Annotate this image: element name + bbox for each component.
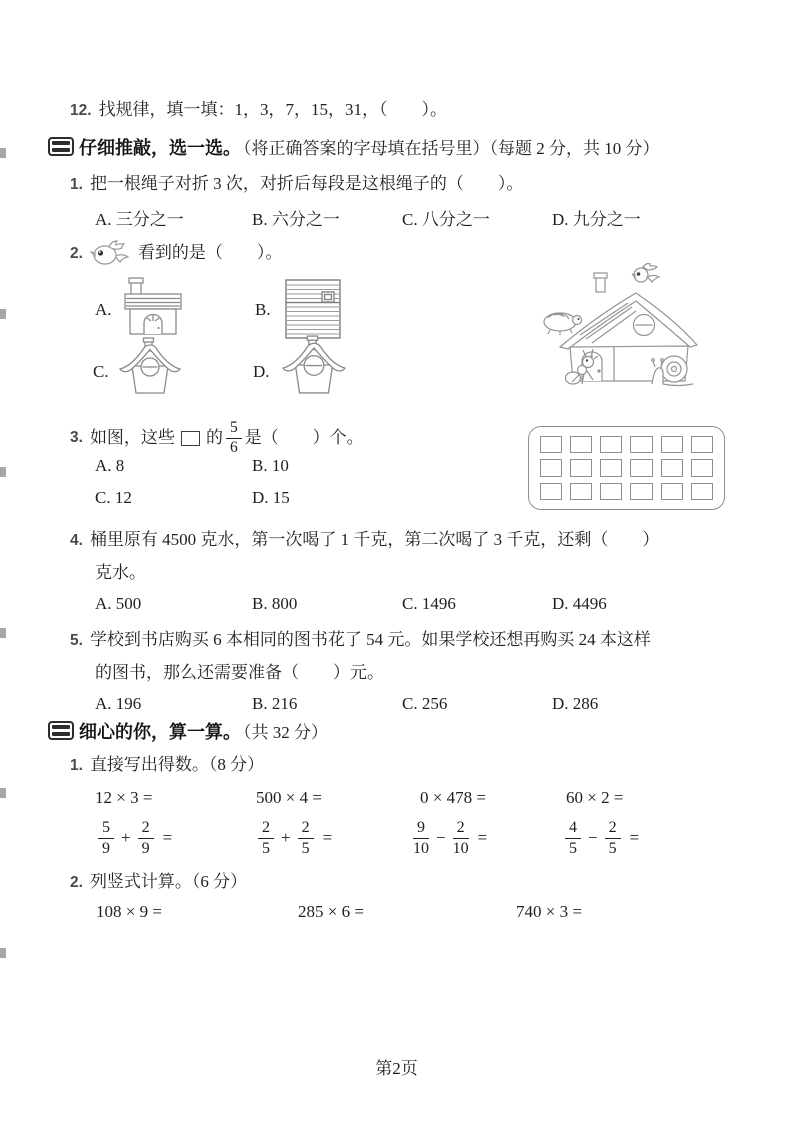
calc-item: 0 × 478 =	[420, 788, 486, 807]
calc-item: 60 × 2 =	[566, 788, 624, 807]
question-number: 12.	[70, 102, 92, 119]
scan-edge-mark	[0, 467, 6, 477]
fraction-five-sixths: $\frac{5}{6}$	[226, 420, 242, 456]
grid-cell	[570, 459, 592, 476]
question-12	[70, 99, 447, 120]
calc-question-2	[70, 871, 247, 892]
question-text: 如图，这些	[89, 428, 175, 448]
calc-item: 285 × 6 =	[298, 902, 364, 921]
q1-option-b: B. 六分之一	[252, 210, 340, 229]
q3-option-d: D. 15	[252, 488, 290, 507]
grid-cell	[600, 459, 622, 476]
q1-option-d: D. 九分之一	[552, 210, 641, 229]
q2-option-b-label: B.	[255, 300, 271, 319]
q4-option-c: C. 1496	[402, 594, 456, 613]
notebook-icon	[48, 721, 74, 740]
question-text: 找规律，填一填：1，3，7，15，31，（ ）。	[98, 100, 448, 119]
scan-edge-mark	[0, 309, 6, 319]
fraction-problem: $\frac{2}{5}$ + $\frac{2}{5}$ =	[255, 816, 332, 860]
q2-option-a-label: A.	[95, 300, 112, 319]
grid-cell	[540, 436, 562, 453]
grid-cell	[691, 459, 713, 476]
grid-cell	[691, 483, 713, 500]
q3-option-b: B. 10	[252, 456, 289, 475]
q5-option-c: C. 256	[402, 694, 448, 713]
grid-cell	[540, 459, 562, 476]
q4-option-b: B. 800	[252, 594, 298, 613]
q1-option-a: A. 三分之一	[95, 210, 184, 229]
house-top-b-image	[284, 278, 342, 340]
question-1	[70, 173, 523, 194]
question-2	[70, 240, 282, 268]
grid-cell	[630, 436, 652, 453]
grid-cell	[661, 459, 683, 476]
question-text: 的	[205, 428, 223, 448]
grid-cell	[661, 483, 683, 500]
scan-edge-mark	[0, 788, 6, 798]
question-number: 1.	[70, 757, 83, 774]
question-5-line2: 的图书，那么还需要准备（ ）元。	[95, 663, 384, 682]
fraction-problem: $\frac{9}{10}$ − $\frac{2}{10}$ =	[413, 819, 488, 857]
question-text: 直接写出得数。（8 分）	[89, 755, 265, 774]
question-4-line2: 克水。	[95, 563, 146, 582]
q2-option-d-label: D.	[253, 362, 270, 381]
calc-item: 500 × 4 =	[256, 788, 322, 807]
question-text: 看到的是（ ）。	[137, 242, 283, 262]
question-number: 2.	[70, 244, 83, 262]
question-number: 3.	[70, 429, 83, 447]
calc-item: 740 × 3 =	[516, 902, 582, 921]
page-number: 第2页	[375, 1059, 418, 1078]
question-4-line1	[70, 529, 659, 550]
grid-figure	[528, 426, 725, 510]
question-3	[70, 420, 364, 456]
question-5-line1	[70, 629, 651, 650]
q3-option-a: A. 8	[95, 456, 125, 475]
notebook-icon	[48, 137, 74, 156]
fraction-problem: $\frac{4}{5}$ − $\frac{2}{5}$ =	[562, 816, 639, 860]
grid-cell	[570, 483, 592, 500]
section-note: （将正确答案的字母填在括号里）（每题 2 分，共 10 分）	[243, 139, 660, 158]
scan-edge-mark	[0, 628, 6, 638]
section-title: 仔细推敲，选一选。	[79, 138, 241, 158]
grid-cell	[600, 483, 622, 500]
calc-question-1	[70, 754, 264, 775]
grid-cell	[600, 436, 622, 453]
section-choice-header	[48, 137, 660, 160]
q5-option-a: A. 196	[95, 694, 142, 713]
scan-edge-mark	[0, 148, 6, 158]
question-number: 2.	[70, 874, 83, 891]
grid-cell	[570, 436, 592, 453]
q3-option-c: C. 12	[95, 488, 132, 507]
q4-option-a: A. 500	[95, 594, 142, 613]
question-text: 把一根绳子对折 3 次，对折后每段是这根绳子的（ ）。	[89, 174, 524, 193]
house-gable-d-image	[280, 334, 348, 396]
house-front-a-image	[122, 277, 184, 335]
grid-cell	[540, 483, 562, 500]
bird-icon	[90, 240, 132, 268]
q5-option-d: D. 286	[552, 694, 599, 713]
question-text: 桶里原有 4500 克水，第一次喝了 1 千克，第二次喝了 3 千克，还剩（ ）	[89, 530, 660, 549]
question-text: 是（ ）个。	[244, 428, 364, 448]
grid-cell	[661, 436, 683, 453]
scan-edge-mark	[0, 948, 6, 958]
q1-option-c: C. 八分之一	[402, 210, 490, 229]
house-gable-c-image	[118, 336, 182, 396]
q4-option-d: D. 4496	[552, 594, 607, 613]
question-number: 5.	[70, 632, 83, 649]
square-symbol	[181, 431, 200, 446]
grid-cell	[630, 483, 652, 500]
section-calc-header	[48, 721, 328, 744]
q2-option-c-label: C.	[93, 362, 109, 381]
question-number: 1.	[70, 176, 83, 193]
grid-cell	[630, 459, 652, 476]
house-scene-image	[540, 263, 705, 398]
section-title: 细心的你，算一算。	[79, 722, 241, 742]
question-text: 列竖式计算。（6 分）	[89, 872, 248, 891]
section-note: （共 32 分）	[243, 723, 328, 742]
question-text: 学校到书店购买 6 本相同的图书花了 54 元。如果学校还想再购买 24 本这样	[89, 630, 651, 649]
q5-option-b: B. 216	[252, 694, 298, 713]
question-number: 4.	[70, 532, 83, 549]
fraction-problem: $\frac{5}{9}$ + $\frac{2}{9}$ =	[95, 816, 172, 860]
calc-item: 108 × 9 =	[96, 902, 162, 921]
grid-cell	[691, 436, 713, 453]
calc-item: 12 × 3 =	[95, 788, 153, 807]
